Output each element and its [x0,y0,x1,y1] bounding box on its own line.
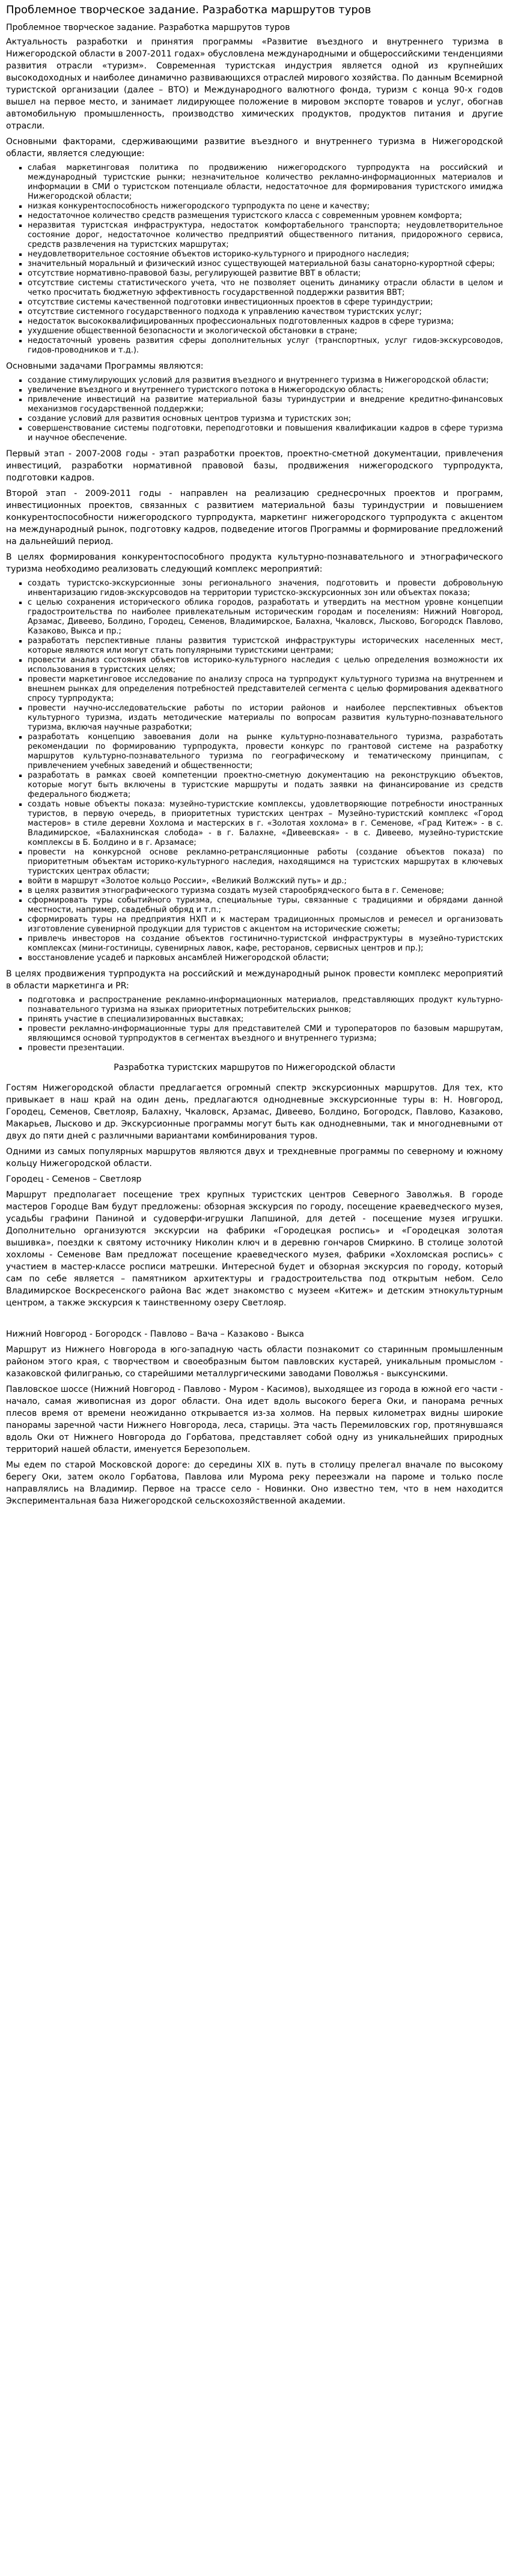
list-item: ▪ создание условий для развития основных центров туризма и туристских зон; [28,414,503,424]
paragraph-routes-overview: Гостям Нижегородской области предлагается огромный спектр экскурсионных маршрутов. Для тех, кто привыкает в наш край на один день, предлагаются однодневные экскурсионные туры в: Н. Новгород, Городец, Семенов, Светлояр, Балахну, Чкаловск, Арзамас, Дивеево, Болдино, Богородск, Павлово, Казаково, Макарьев, Лысково и др. Экскурсионные программы могут быть как однодневными, так и многодневными от двух до пяти дней с различными вариантами комбинирования туров. [6,1083,503,1141]
list-measures [6,579,503,963]
list-item: ▪ низкая конкурентоспособность нижегородского турпродукта по цене и качеству; [28,202,503,211]
list-item: ▪ совершенствование системы подготовки, переподготовки и повышения квалификации кадров в сфере туризма и научное обеспечение. [28,424,503,443]
list-item: ▪ в целях развития этнографического туризма создать музей старообрядческого быта в г. Семенове; [28,886,503,896]
list-item: ▪ восстановление усадеб и парковых ансамблей Нижегородской области; [28,954,503,963]
list-item: ▪ отсутствие нормативно-правовой базы, регулирующей развитие ВВТ в области; [28,269,503,279]
list-item: ▪ отсутствие системного государственного подхода к управлению качеством туристских услуг; [28,307,503,317]
list-item: ▪ разработать концепцию завоевания доли на рынке культурно-познавательного туризма, разработать рекомендации по формированию турпродукта, провести конкурс по грантовой системе на разработку маршрутов культурно-познавательного туризма по географическому и тематическому принципам, с привлечением учебных заведений и общественности; [28,733,503,771]
list-item: ▪ отсутствие системы качественной подготовки инвестиционных проектов в сфере туриндустрии; [28,298,503,307]
list-item: ▪ неудовлетворительное состояние объектов историко-культурного и природного наследия; [28,250,503,259]
list-item: ▪ провести анализ состояния объектов историко-культурного наследия с целью определения возможности их использования в туристских целях; [28,656,503,675]
list-item: ▪ подготовка и распространение рекламно-информационных материалов, представляющих продукт культурно-познавательного туризма на языках приоритетных потребительских рынков; [28,996,503,1015]
list-item: ▪ сформировать туры событийного туризма, специальные туры, связанные с традициями и обрядами данной местности, например, свадебный обряд и т.п.; [28,896,503,915]
paragraph-route-north: Маршрут предполагает посещение трех крупных туристских центров Северного Заволжья. В городе мастеров Городце Вам будут предложены: обзорная экскурсия по городу, посещение краеведческого музея, усадьбы графини Паниной и судоверфи-игрушки Лапшиной, для детей - посещение музея игрушки. Дополнительно организуются экскурсии на фабрики «Городецкая роспись» и «Городецкая золотая вышивка», поездки к святому источнику Николин ключ и в деревню гончаров Смиркино. В столице золотой хохломы - Семенове Вам предложат посещение краеведческого музея, фабрики «Хохломская роспись» с участием в мастер-классе росписи матрешки. Интересной будет и обзорная экскурсия по городу, который сам по себе является – памятником архитектуры и градостроительства под открытым небом. Село Владимирское Воскресенского района Вас ждет знакомство с музеем «Китеж» и детским этнокультурным центром, а также экскурсия к таинственному озеру Светлояр. [6,1190,503,1308]
list-item: ▪ создать новые объекты показа: музейно-туристские комплексы, удовлетворяющие потребности иностранных туристов, в первую очередь, в приоритетных туристских центрах – Музейно-туристский комплекс «Город мастеров» в стиле деревни Хохлома и мастерских в г. «Золотая хохлома» в г. Семенове, «Град Китеж» - в с. Владимирское, «Балахнинская слобода» - в г. Балахне, «Дивеевская» - в с. Дивеево, музейно-туристские комплексы в Б. Болдино и в г. Арзамасе; [28,800,503,848]
paragraph-pavlovo-road: Павловское шоссе (Нижний Новгород - Павлово - Муром - Касимов), выходящее из города в южной его части - начало, самая живописная из дорог области. Она идет вдоль высокого берега Оки, и панорама речных плесов время от времени неожиданно открывается из-за холмов. На первых километрах видны широкие панорамы заречной части Нижнего Новгорода, леса, старицы. Эта часть Перемиловских гор, протянувшаяся вдоль Оки от Нижнего Новгорода до Горбатова, представляет собой одну из уникальнейших природных территорий нашей области, именуется Березопольем. [6,1385,503,1454]
list-item: ▪ значительный моральный и физический износ существующей материальной базы санаторно-курортной сферы; [28,259,503,269]
list-item: ▪ недостаточное количество средств размещения туристского класса с современным уровнем комфорта; [28,211,503,221]
list-item: ▪ войти в маршрут «Золотое кольцо России», «Великий Волжский путь» и др.; [28,877,503,886]
route-title-north: Городец - Семенов – Светлояр [6,1175,142,1184]
list-item: ▪ ухудшение общественной безопасности и экологической обстановки в стране; [28,327,503,336]
list-item: ▪ недостаточный уровень развития сферы дополнительных услуг (транспортных, услуг гидов-экскурсоводов, гидов-проводников и т.д.). [28,336,503,355]
list-item: ▪ провести презентации. [28,1044,503,1053]
list-item: ▪ привлечь инвесторов на создание объектов гостинично-туристской инфраструктуры в музейно-туристских комплексах (мини-гостиницы, сувенирных лавок, кафе, ресторанов, сервисных центров и пр.); [28,934,503,954]
list-item: ▪ увеличение въездного и внутреннего туристского потока в Нижегородскую область; [28,385,503,395]
paragraph-marketing-intro: В целях продвижения турпродукта на российский и международный рынок провести комплекс мероприятий в области маркетинга и PR: [6,969,503,991]
list-item: ▪ недостаток высококвалифицированных профессиональных подготовленных кадров в сфере туризма; [28,317,503,327]
list-item: ▪ принять участие в специализированных выставках; [28,1015,503,1024]
list-item: ▪ провести маркетинговое исследование по анализу спроса на турпродукт культурного туризма на внутреннем и внешнем рынках для определения потребностей представителей сегмента с целью формирования адекватного спросу турпродукта; [28,675,503,704]
spacer [6,1313,503,1328]
list-item: ▪ привлечение инвестиций на развитие материальной базы туриндустрии и внедрение кредитно-финансовых механизмов государственной поддержки; [28,395,503,414]
page-title: Проблемное творческое задание. Разработка маршрутов туров [6,4,371,16]
paragraph-stage-one: Первый этап - 2007-2008 годы - этап разработки проектов, проектно-сметной документации, привлечения инвестиций, разработки нормативной правовой базы, продвижения нижегородского турпродукта, подготовки кадров. [6,449,503,483]
paragraph-popular-routes: Одними из самых популярных маршрутов являются двух и трехдневные программы по северному и южному кольцу Нижегородской области. [6,1147,503,1169]
paragraph-route-south: Маршрут из Нижнего Новгорода в юго-западную часть области познакомит со старинным промышленным районом этого края, с творчеством и своеобразным бытом павловских кустарей, уникальным промыслом - казаковской филигранью, со старейшими металлургическими заводами Поволжья - выксунскими. [6,1345,503,1379]
paragraph-measures-intro: В целях формирования конкурентоспособного продукта культурно-познавательного и этнографического туризма необходимо реализовать следующий комплекс мероприятий: [6,552,503,574]
list-item: ▪ разработать в рамках своей компетенции проектно-сметную документацию на реконструкцию объектов, которые могут быть включены в туристские маршруты и подать заявки на финансирование из средств федерального бюджета; [28,771,503,800]
list-item: ▪ создать туристско-экскурсионные зоны регионального значения, подготовить и провести добровольную инвентаризацию гидов-экскурсоводов на территории туристско-экскурсионных зон или объектах показа; [28,579,503,598]
list-factors [6,163,503,355]
list-item: ▪ неразвитая туристская инфраструктура, недостаток комфортабельного транспорта; неудовлетворительное состояние дорог, недостаточное количество предприятий общественного питания, придорожного сервиса, средств развлечения на туристских маршрутах; [28,221,503,250]
list-item: ▪ провести на конкурсной основе рекламно-ретрансляционные работы (создание объектов показа) по приоритетным объектам историко-культурного наследия, находящимся на туристских маршрутах в ключевых туристских центрах области; [28,848,503,877]
paragraph-tasks-intro: Основными задачами Программы являются: [6,361,204,371]
paragraph-moscow-road: Мы едем по старой Московской дороге: до середины XIX в. путь в столицу прелегал вначале по высокому берегу Оки, затем около Горбатова, Павлова или Мурома реку переезжали на пароме и только после направлялись на Владимир. Первое на трассе село - Новинки. Оно известно тем, что в нем находится Экспериментальная база Нижегородской сельскохозяйственной академии. [6,1460,503,1506]
paragraph-relevance: Актуальность разработки и принятия программы «Развитие въездного и внутреннего туризма в Нижегородской области в 2007-2011 годах» обусловлена международными и общероссийскими тенденциями развития отрасли «туризм». Современная туристская индустрия является одной из крупнейших высокодоходных и наиболее динамично развивающихся отраслей мирового хозяйства. По данным Всемирной туристской организации (далее – ВТО) и Международного валютного фонда, туризм с конца 90-х годов вышел на первое место, и занимает лидирующее положение в мировом экспорте товаров и услуг, обогнав автомобильную промышленность, производство химических продуктов, продуктов питания и другие отрасли. [6,37,503,131]
list-item: ▪ с целью сохранения исторического облика городов, разработать и утвердить на местном уровне концепции градостроительства по наиболее привлекательным историческим городам и поселениям: Нижний Новгород, Арзамас, Дивеево, Болдино, Городец, Семенов, Владимирское, Балахна, Чкаловск, Лысково, Богородск Павлово, Казаково, Выкса и пр.; [28,598,503,636]
list-item: ▪ провести научно-исследовательские работы по истории районов и наиболее перспективных объектов культурного туризма, издать методические материалы по вопросам развития культурно-познавательного туризма, включая научные разработки; [28,704,503,733]
list-marketing [6,996,503,1053]
list-item: ▪ слабая маркетинговая политика по продвижению нижегородского турпродукта на российский и международный туристские рынки; незначительное количество рекламно-информационных материалов и информации в СМИ о туристском потенциале области, недостаточное для формирования туристского имиджа Нижегородской области; [28,163,503,202]
paragraph-stage-two: Второй этап - 2009-2011 годы - направлен на реализацию среднесрочных проектов и программ, инвестиционных проектов, связанных с развитием материальной базы туриндустрии и повышением конкурентоспособности нижегородского турпродукта, маркетинг нижегородского турпродукта с акцентом на международный рынок, подготовку кадров, подведение итогов Программы и формирование предложений на дальнейший период. [6,489,503,546]
list-item: ▪ создание стимулирующих условий для развития въездного и внутреннего туризма в Нижегородской области; [28,376,503,385]
list-item: ▪ разработать перспективные планы развития туристской инфраструктуры исторических населенных мест, которые являются или могут стать популярными туристскими центрами; [28,636,503,656]
list-tasks [6,376,503,443]
list-item: ▪ отсутствие системы статистического учета, что не позволяет оценить динамику отрасли области в целом и четко просчитать бюджетную эффективность государственной поддержки развития ВВТ; [28,279,503,298]
paragraph-factors-intro: Основными факторами, сдерживающими развитие въездного и внутреннего туризма в Нижегородской области, является следующие: [6,137,503,159]
page-subtitle: Проблемное творческое задание. Разработка маршрутов туров [6,23,290,32]
route-title-south: Нижний Новгород - Богородск - Павлово – Вача – Казаково - Выкса [6,1329,304,1339]
list-item: ▪ провести рекламно-информационные туры для представителей СМИ и туроператоров по базовым маршрутам, являющимся основой турпродуктов в сегментах въездного и внутреннего туризма; [28,1024,503,1044]
section-heading-routes: Разработка туристских маршрутов по Нижегородской области [114,1063,395,1072]
list-item: ▪ сформировать туры на предприятия НХП и к мастерам традиционных промыслов и ремесел и организовать изготовление сувенирной продукции для туристов с акцентом на исторические сюжеты; [28,915,503,934]
